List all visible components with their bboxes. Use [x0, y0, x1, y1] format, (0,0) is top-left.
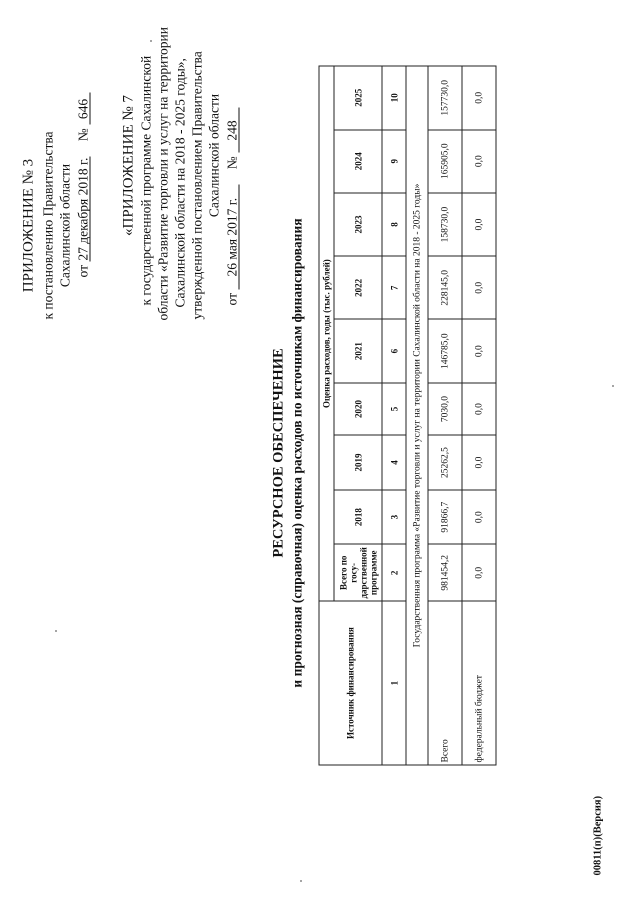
- col-number: 2: [382, 544, 406, 601]
- col-number: 9: [382, 129, 406, 192]
- cell-total: 981454,2: [428, 544, 462, 601]
- col-header-year: 2021: [334, 319, 382, 382]
- col-header-year: 2025: [334, 66, 382, 130]
- row-label: федеральный бюджет: [462, 601, 496, 765]
- scan-speck: [300, 880, 302, 882]
- table-row: [428, 66, 462, 765]
- cell-value: 0,0: [462, 256, 496, 319]
- appendix3-title: ПРИЛОЖЕНИЕ № 3: [20, 158, 36, 292]
- appendix3-line1: к постановлению Правительства: [40, 130, 55, 320]
- cell-value: 165905,0: [428, 129, 462, 192]
- col-header-group: Оценка расходов, годы (тыс. рублей): [319, 66, 334, 601]
- appendix3-date-line: [75, 93, 91, 278]
- cell-value: 157730,0: [428, 66, 462, 130]
- appendix7-line2: области «Развитие торговли и услуг на территории: [155, 26, 170, 320]
- appendix7-title: «ПРИЛОЖЕНИЕ № 7: [120, 94, 136, 236]
- row-label: Всего: [428, 601, 462, 765]
- col-header-year: 2022: [334, 256, 382, 319]
- table-row: [462, 66, 496, 765]
- scan-speck: [612, 385, 614, 387]
- from-label: от: [75, 264, 90, 277]
- appendix7-date-line: от 26 мая 2017 г. № 248: [224, 108, 240, 306]
- cell-value: 0,0: [462, 129, 496, 192]
- appendix3-number: 646: [75, 98, 90, 119]
- cell-value: 7030,0: [428, 382, 462, 434]
- cell-value: 146785,0: [428, 319, 462, 382]
- document-title: РЕСУРСНОЕ ОБЕСПЕЧЕНИЕ: [270, 347, 286, 558]
- appendix3-line2: Сахалинской области: [57, 163, 72, 287]
- resource-table: [318, 65, 496, 765]
- col-header-source: Источник финансирования: [319, 601, 382, 765]
- appendix7-line5: Сахалинской области: [206, 93, 221, 217]
- scan-speck: [55, 630, 57, 632]
- cell-value: 91866,7: [428, 489, 462, 544]
- col-header-year: 2023: [334, 192, 382, 255]
- col-number: 7: [382, 256, 406, 319]
- cell-total: 0,0: [462, 544, 496, 601]
- cell-value: 0,0: [462, 192, 496, 255]
- col-header-year: 2018: [334, 489, 382, 544]
- cell-value: 158730,0: [428, 192, 462, 255]
- col-number: 6: [382, 319, 406, 382]
- document-subtitle: и прогнозная (справочная) оценка расходов по источникам финансирования: [289, 217, 304, 688]
- cell-value: 0,0: [462, 382, 496, 434]
- col-number: 5: [382, 382, 406, 434]
- col-header-year: 2019: [334, 435, 382, 490]
- appendix7-line1: к государственной программе Сахалинской: [138, 55, 153, 305]
- appendix7-line4: утвержденной постановлением Правительства: [189, 50, 204, 319]
- cell-value: 228145,0: [428, 256, 462, 319]
- cell-value: 25262,5: [428, 435, 462, 490]
- appendix3-date: 27 декабря 2018 г.: [75, 157, 90, 261]
- cell-value: 0,0: [462, 435, 496, 490]
- col-header-year: 2020: [334, 382, 382, 434]
- col-number: 3: [382, 489, 406, 544]
- appendix7-number: 248: [224, 119, 239, 141]
- number-label: №: [75, 127, 90, 141]
- cell-value: 0,0: [462, 319, 496, 382]
- appendix7-line3: Сахалинской области на 2018 - 2025 годы»,: [172, 57, 187, 307]
- col-header-total: Всего по госу-дарственной программе: [334, 544, 382, 601]
- cell-value: 0,0: [462, 489, 496, 544]
- footer-code: 00811(п)(Версия): [592, 795, 603, 875]
- col-number: 8: [382, 192, 406, 255]
- program-title-row: Государственная программа «Развитие торговли и услуг на территории Сахалинской области на 2018 - 2025 годы»: [406, 66, 428, 765]
- col-number: 10: [382, 66, 406, 130]
- col-number: 1: [382, 601, 406, 765]
- scan-speck: [150, 40, 152, 42]
- col-number: 4: [382, 435, 406, 490]
- cell-value: 0,0: [462, 66, 496, 130]
- appendix7-date: 26 мая 2017 г.: [224, 197, 239, 276]
- col-header-year: 2024: [334, 129, 382, 192]
